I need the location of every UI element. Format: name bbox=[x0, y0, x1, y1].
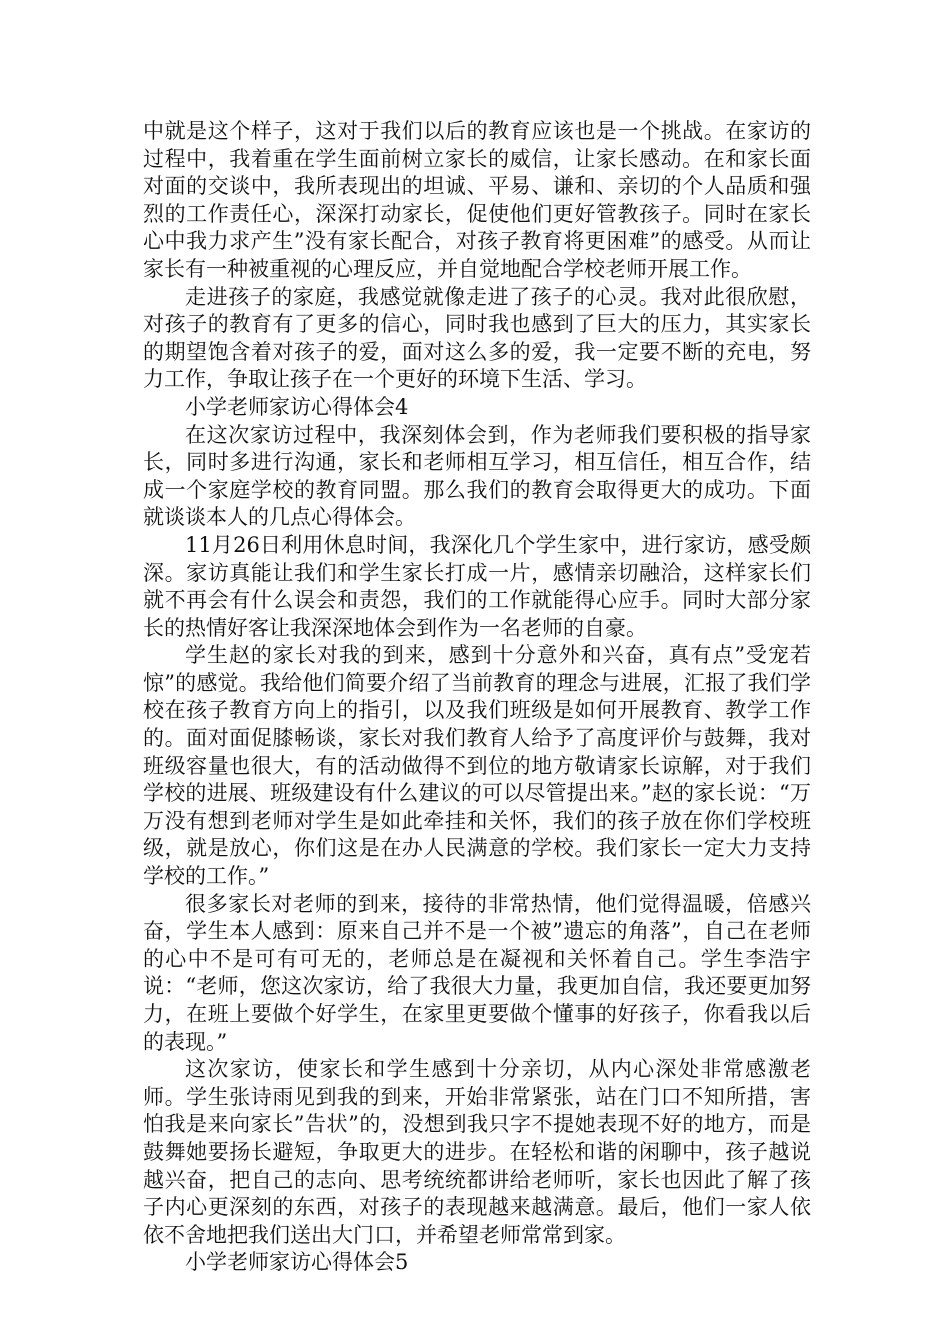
section-heading: 小学老师家访心得体会4 bbox=[185, 394, 409, 419]
paragraph: 这次家访，使家长和学生感到十分亲切，从内心深处非常感激老师。学生张诗雨见到我的到来，开始非常紧张，站在门口不知所措，害怕我是来向家长”告状”的，没想到我只字不提她表现不好的地方，而是鼓舞她要扬长避短，争取更大的进步。在轻松和谐的闲聊中，孩子越说越兴奋，把自己的志向、思考统统都讲给老师听，家长也因此了解了孩子内心更深刻的东西，对孩子的表现越来越满意。最后，他们一家人依依不舍地把我们送出大门口，并希望老师常常到家。 bbox=[143, 1057, 811, 1247]
document-page bbox=[143, 118, 811, 1277]
section-heading: 小学老师家访心得体会5 bbox=[185, 1250, 409, 1275]
paragraph: 走进孩子的家庭，我感觉就像走进了孩子的心灵。我对此很欣慰，对孩子的教育有了更多的信心，同时我也感到了巨大的压力，其实家长的期望饱含着对孩子的爱，面对这么多的爱，我一定要不断的充电，努力工作，争取让孩子在一个更好的环境下生活、学习。 bbox=[143, 284, 811, 392]
paragraph: 很多家长对老师的到来，接待的非常热情，他们觉得温暖，倍感兴奋，学生本人感到：原来自己并不是一个被”遗忘的角落”，自己在老师的心中不是可有可无的，老师总是在凝视和关怀着自己。学生李浩宇说：“老师，您这次家访，给了我很大力量，我更加自信，我还要更加努力，在班上要做个好学生，在家里更要做个懂事的好孩子，你看我以后的表现。” bbox=[143, 891, 811, 1054]
paragraph: 在这次家访过程中，我深刻体会到，作为老师我们要积极的指导家长，同时多进行沟通，家长和老师相互学习，相互信任，相互合作，结成一个家庭学校的教育同盟。那么我们的教育会取得更大的成功。下面就谈谈本人的几点心得体会。 bbox=[143, 422, 811, 530]
paragraph: 11月26日利用休息时间，我深化几个学生家中，进行家访，感受颇深。家访真能让我们和学生家长打成一片，感情亲切融洽，这样家长们就不再会有什么误会和责怨，我们的工作就能得心应手。同时大部分家长的热情好客让我深深地体会到作为一名老师的自豪。 bbox=[143, 532, 811, 640]
paragraph: 学生赵的家长对我的到来，感到十分意外和兴奋，真有点”受宠若惊”的感觉。我给他们简要介绍了当前教育的理念与进展，汇报了我们学校在孩子教育方向上的指引，以及我们班级是如何开展教育、教学工作的。面对面促膝畅谈，家长对我们教育人给予了高度评价与鼓舞，我对班级容量也很大，有的活动做得不到位的地方敬请家长谅解，对于我们学校的进展、班级建设有什么建议的可以尽管提出来。”赵的家长说：“万万没有想到老师对学生是如此牵挂和关怀，我们的孩子放在你们学校班级，就是放心，你们这是在办人民满意的学校。我们家长一定大力支持学校的工作。” bbox=[143, 643, 811, 889]
paragraph-continued: 中就是这个样子，这对于我们以后的教育应该也是一个挑战。在家访的过程中，我着重在学生面前树立家长的威信，让家长感动。在和家长面对面的交谈中，我所表现出的坦诚、平易、谦和、亲切的个人品质和强烈的工作责任心，深深打动家长，促使他们更好管教孩子。同时在家长心中我力求产生”没有家长配合，对孩子教育将更困难”的感受。从而让家长有一种被重视的心理反应，并自觉地配合学校老师开展工作。 bbox=[143, 119, 811, 281]
